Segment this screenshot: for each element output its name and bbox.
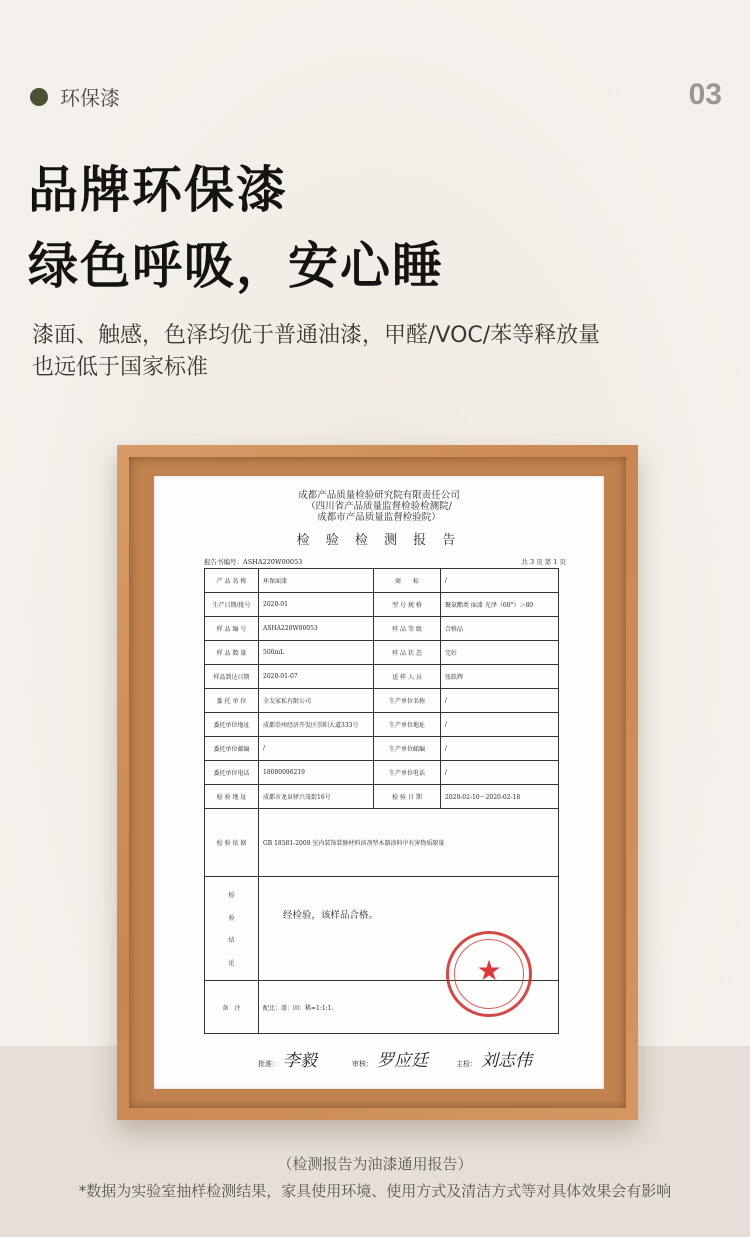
table-row [205,785,558,809]
conclusion-label-char: 论 [228,959,235,967]
institute-line-1: 成都产品质量检验研究院有限责任公司 [298,490,460,501]
field-value: / [445,745,448,752]
headline-line-2: 绿色呼吸，安心睡 [28,237,444,295]
field-value: / [445,721,448,728]
table-row-basis [205,809,558,877]
field-label: 生产单位名称 [374,689,441,712]
basis-value: GB 18581-2009 室内装饰装修材料溶剂型木器涂料中有害物质限量 [263,840,445,847]
table-row [205,569,558,593]
reviewer-handwriting: 罗应廷 [377,1051,428,1071]
tag-dot-icon [30,88,48,106]
table-row [205,761,558,785]
test-report-document [154,476,604,1089]
table-row [205,617,558,641]
table-row [205,593,558,617]
inspector-handwriting: 刘志伟 [481,1051,532,1071]
field-value: 聚氨酯类 面漆 光泽（60°）＞80 [445,602,534,609]
table-row [205,689,558,713]
report-page-info: 共 3 页 第 1 页 [521,558,566,566]
field-value: 全友家私有限公司 [259,689,374,712]
field-label: 样 品 数 量 [205,641,259,664]
field-value: 2020-01-07 [259,665,374,688]
field-value: 完好 [445,650,458,657]
field-label: 委托单位电话 [205,761,259,784]
field-label: 生产单位地址 [374,713,441,736]
remark-value: 配比：漆：固：稀=1:1:1。 [263,1004,338,1012]
report-title: 检 验 检 测 报 告 [296,533,462,548]
page-number: 03 [688,78,722,111]
table-row [205,641,558,665]
subtitle-line-1: 漆面、触感，色泽均优于普通油漆，甲醛/VOC/苯等释放量 [32,323,601,348]
approver-handwriting: 李毅 [283,1051,317,1071]
field-label: 检 验 日 期 [374,785,441,808]
field-label: 样品到达日期 [205,665,259,688]
field-label: 样 品 编 号 [205,617,259,640]
caption-disclaimer: *数据为实验室抽样检测结果，家具使用环境、使用方式及清洁方式等对具体效果会有影响 [78,1182,672,1200]
caption-note: （检测报告为油漆通用报告） [277,1155,473,1173]
field-value: / [445,769,448,776]
basis-label: 检 验 依 据 [205,809,259,876]
conclusion-label [205,877,259,980]
field-label: 检 验 地 址 [205,785,259,808]
field-label: 委 托 单 位 [205,689,259,712]
conclusion-label-char: 检 [228,892,235,900]
tag-label: 环保漆 [60,86,120,110]
section-tag [30,82,120,111]
table-row [205,665,558,689]
field-label: 委托单位邮编 [205,737,259,760]
table-row [205,737,558,761]
official-seal [446,931,532,1017]
field-label: 样 品 状 态 [374,641,441,664]
inspector-label: 主检： [456,1060,477,1068]
field-label: 生产日期/批号 [205,593,259,616]
conclusion-label-char: 结 [228,937,235,945]
remark-label: 备 注 [205,981,259,1033]
inspector-signature [456,1046,532,1071]
conclusion-text: 经检验，该样品合格。 [283,910,379,921]
field-label: 委托单位地址 [205,713,259,736]
field-value: 18080096219 [259,761,374,784]
field-value: / [445,697,448,704]
headline-line-1: 品牌环保漆 [28,161,288,219]
reviewer-label: 审核： [352,1060,373,1068]
conclusion-label-char: 验 [228,914,235,922]
table-row [205,713,558,737]
approver-label: 批准： [258,1060,279,1068]
field-value: 2020-02-10～2020-02-18 [445,794,521,801]
field-value: 张跃辉 [445,674,464,681]
field-label: 型 号 规 格 [374,593,441,616]
field-value: 合格品 [445,626,464,633]
field-value: / [259,737,374,760]
report-number: 报告书编号：ASHA220W00053 [204,558,303,566]
institute-line-2: （四川省产品质量监督检验检测院/ [306,501,452,512]
approver-signature [258,1046,317,1071]
field-value: 环保面漆 [259,569,374,592]
field-label: 送 样 人 员 [374,665,441,688]
subtitle-line-2: 也远低于国家标准 [32,355,209,380]
field-value: 500mL [259,641,374,664]
field-value: 2020-01 [259,593,374,616]
field-label: 产 品 名 称 [205,569,259,592]
field-label: 生产单位电话 [374,761,441,784]
field-label: 商 标 [374,569,441,592]
field-label: 样 品 等 级 [374,617,441,640]
field-value: 成都市龙泉驿兴茂街16号 [259,785,374,808]
seal-star-icon: ★ [476,954,502,987]
field-value: ASHA220W00053 [259,617,374,640]
field-value: 成都崇州经济开发区崇阳大道333号 [259,713,374,736]
field-value: / [445,577,448,584]
institute-line-3: 成都市产品质量监督检验院） [317,512,441,523]
field-label: 生产单位邮编 [374,737,441,760]
reviewer-signature [352,1046,428,1071]
